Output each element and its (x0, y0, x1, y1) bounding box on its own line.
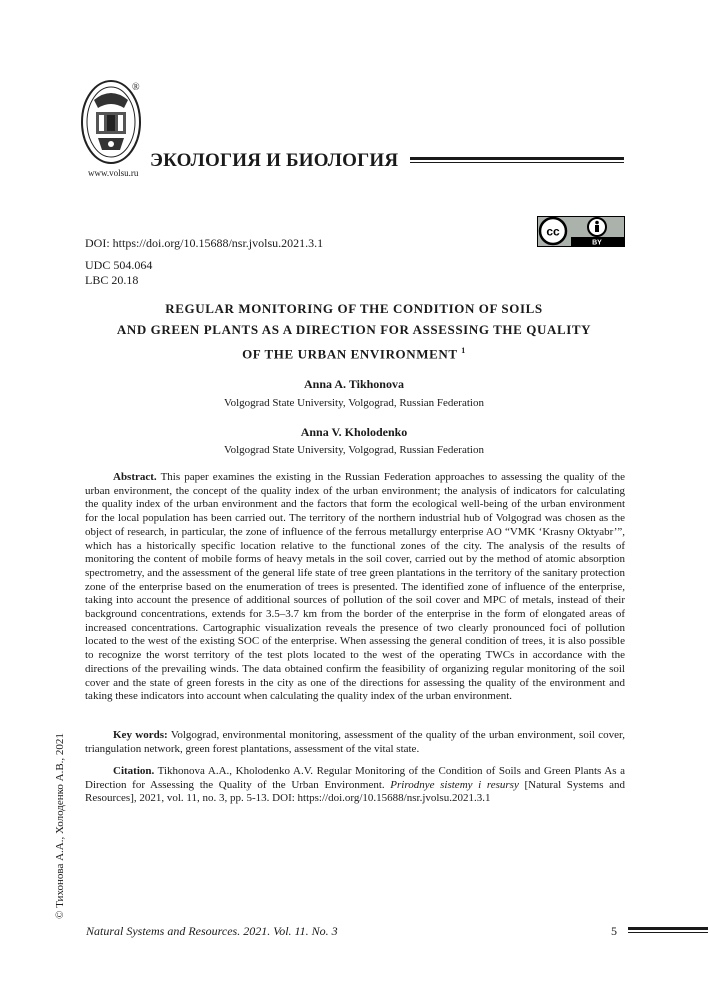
abstract-label: Abstract. (113, 471, 157, 483)
cc-by-icon[interactable] (537, 216, 625, 247)
citation-journal: Prirodnye sistemy i resursy (390, 778, 519, 791)
keywords-label: Key words: (113, 729, 168, 741)
registered-mark: ® (132, 82, 140, 93)
section-title: ЭКОЛОГИЯ И БИОЛОГИЯ (150, 150, 399, 171)
page-number: 5 (611, 924, 617, 938)
title-line: REGULAR MONITORING OF THE CONDITION OF SOILS (165, 301, 543, 316)
lbc-code: LBC 20.18 (85, 273, 139, 287)
citation-text: [Natural Systems and Resources], 2021, vol. 11, no. 3, pp. 5-13. DOI: https://doi.org/10.15688/nsr.jvolsu.2021.3.1 (85, 778, 626, 805)
title-footnote-mark[interactable]: 1 (461, 346, 466, 355)
article-title (80, 298, 628, 364)
author-affiliation: Volgograd State University, Volgograd, Russian Federation (224, 397, 484, 409)
author-affiliation: Volgograd State University, Volgograd, Russian Federation (224, 444, 484, 456)
university-url[interactable]: www.volsu.ru (88, 168, 139, 178)
cc-by-label: BY (592, 239, 602, 247)
copyright-notice: © Тихонова А.А., Холоденко А.В., 2021 (54, 733, 66, 919)
footer-rule (628, 927, 708, 937)
udc-code: UDC 504.064 (85, 258, 153, 272)
title-line: AND GREEN PLANTS AS A DIRECTION FOR ASSESSING THE QUALITY (116, 322, 592, 337)
keywords-paragraph (85, 729, 625, 756)
citation-label: Citation. (113, 765, 155, 777)
citation-text: Tikhonova A.A., Kholodenko A.V. Regular Monitoring of the Condition of Soils and Green Plants As a Direction for Assessing the Quality of the Urban Environment. (85, 765, 625, 791)
author-name: Anna V. Kholodenko (300, 425, 408, 439)
citation-paragraph (85, 765, 625, 806)
abstract-paragraph (85, 471, 625, 704)
doi-link[interactable]: DOI: https://doi.org/10.15688/nsr.jvolsu.2021.3.1 (85, 236, 324, 250)
keywords-text: Volgograd, environmental monitoring, assessment of the quality of the urban environment, soil cover, triangulation network, green forest plantations, assessment of the vital state. (85, 729, 625, 755)
footer-journal-name: Natural Systems and Resources. 2021. Vol. 11. No. 3 (86, 924, 338, 938)
svg-text:cc: cc (546, 224, 560, 239)
section-rule (410, 157, 624, 167)
title-line: OF THE URBAN ENVIRONMENT (242, 346, 458, 362)
author-name: Anna A. Tikhonova (304, 377, 404, 391)
abstract-text: This paper examines the existing in the Russian Federation approaches to assessing the quality of the urban environment, the concept of the quality index of the urban environment; the analysis of indicators for calculating the quality index of the urban environment and the factors that form the ecological well-being of the urban environment for the local population has been carried out. The territory of the northern industrial hub of Volgograd was chosen as the object of research, in particular, the zone of influence of the ferrous metallurgy enterprise AO “VMK ‘Krasny Oktyabr’”, which has a historically specific location relative to the functional zones of the city. The analysis of the results of monitoring the content of mobile forms of heavy metals in the soil cover, carried out by the method of atomic absorption spectrometry, and the assessment of the general life state of tree green plantations in the territory of the sanitary protection zone of the enterprise based on the enumeration of trees is presented. The identified zone of influence of the enterprise, taking into account the presence of additional sources of pollution of the soil cover and MPC of metals, instead of their background concentrations, extends for 3.5–3.7 km from the border of the enterprise in the form of elongated areas of increased concentrations. Cartographic visualization reveals the presence of two clearly pronounced foci of pollution located to the west of the existing SOC of the enterprise. When assessing the general condition of trees, it is also possible to recognize the worst territory of the test plots located to the west of the operating TWCs in accordance with the directions of the prevailing winds. The data obtained confirm the feasibility of organizing regular monitoring of the soil cover and the state of green forests in the city as one of the directions for assessing the quality of the environment and taking these indicators into account when calculating the quality index of the urban environment. (85, 471, 625, 703)
